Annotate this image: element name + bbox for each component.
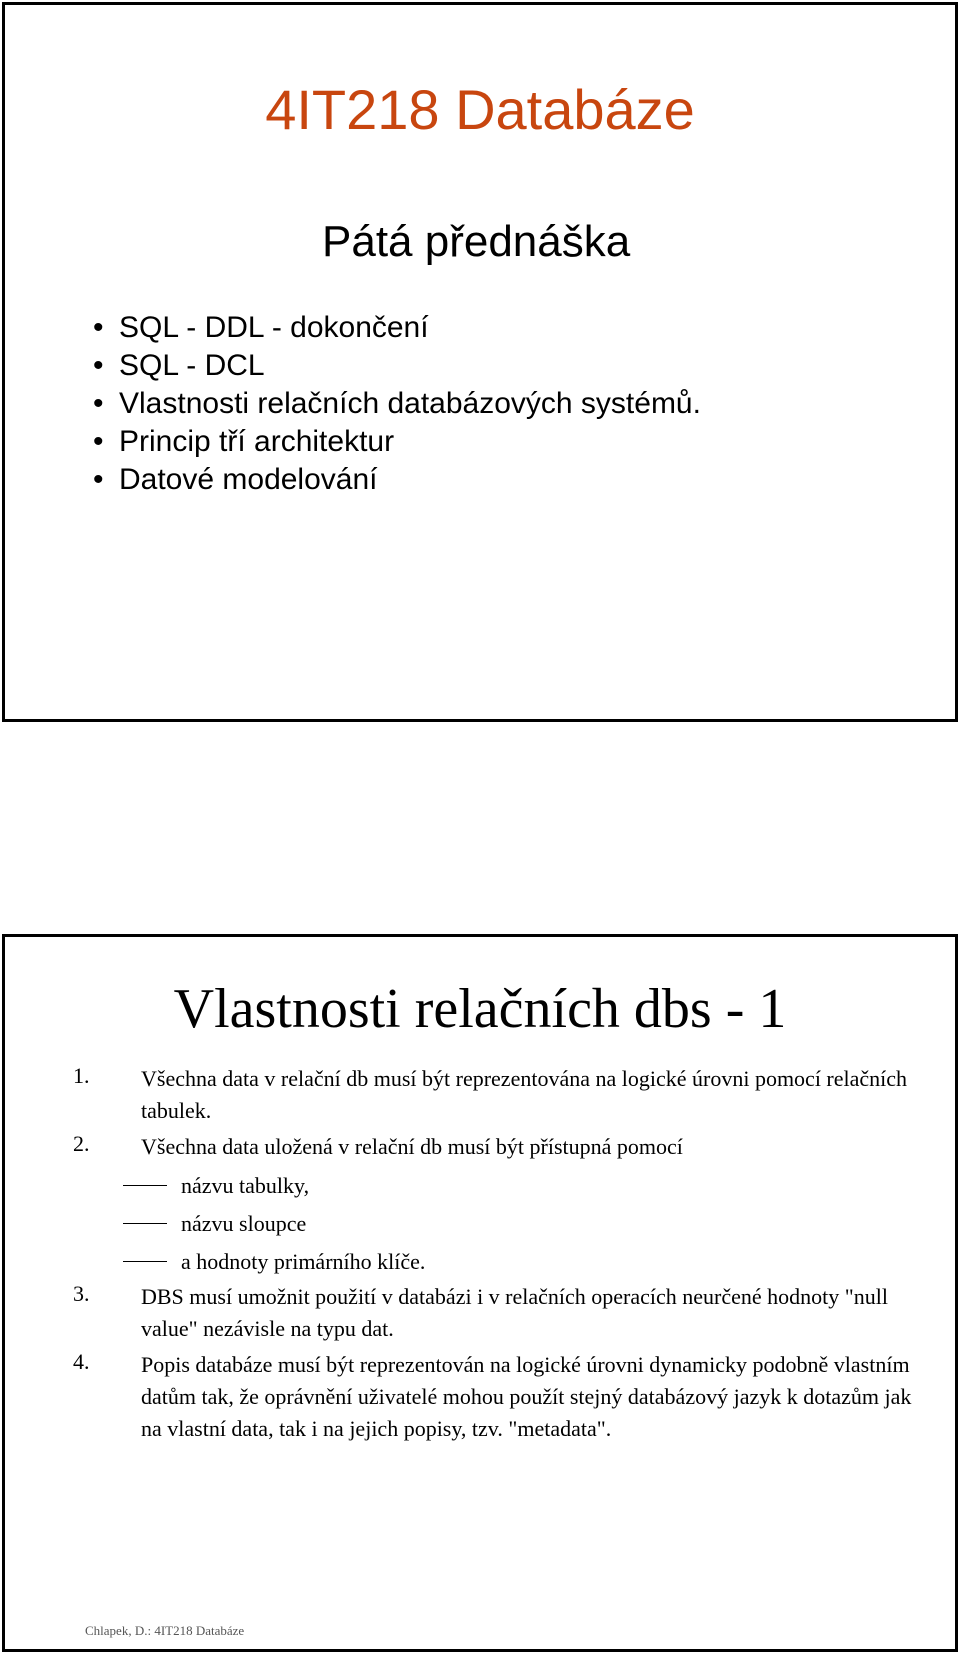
item-text: Všechna data v relační db musí být reprezentována na logické úrovni pomocí relačních tabulek. [141,1066,908,1123]
slide-2 [2,934,958,1652]
numbered-list [73,1063,933,1449]
item-text: Popis databáze musí být reprezentován na logické úrovni dynamicky podobně vlastním datům tak, že oprávnění uživatelé mohou použít stejný databázový jazyk k dotazům jak na vlastní data, tak i na jejich popisy, tzv. "metadata". [141,1352,912,1441]
bullet-item [93,309,701,347]
list-item [73,1131,933,1163]
bullet-icon: • [93,311,104,344]
item-number: 1. [73,1063,90,1088]
list-item [73,1281,933,1345]
sub-item [73,1167,933,1205]
slide-title: 4IT218 Databáze [265,78,695,141]
slide-title: Vlastnosti relačních dbs - 1 [173,978,787,1040]
bullet-text: Vlastnosti relačních databázových systémů. [119,387,701,420]
dash-icon [123,1185,167,1186]
sub-item [73,1243,933,1281]
bullet-item [93,423,701,461]
dash-icon [123,1223,167,1224]
bullet-item [93,347,701,385]
sub-item-text: názvu tabulky, [181,1173,310,1198]
bullet-icon: • [93,463,104,496]
bullet-text: SQL - DCL [119,349,265,382]
list-item [73,1063,933,1127]
bullet-item [93,385,701,423]
bullet-icon: • [93,425,104,458]
dash-icon [123,1261,167,1262]
item-text: Všechna data uložená v relační db musí být přístupná pomocí [141,1134,683,1159]
slide-subtitle: Pátá přednáška [322,217,631,266]
item-text: DBS musí umožnit použití v databázi i v relačních operacích neurčené hodnoty "null value" nezávisle na typu dat. [141,1284,888,1341]
bullet-icon: • [93,349,104,382]
slide-footer: Chlapek, D.: 4IT218 Databáze [85,1623,245,1638]
list-item [73,1349,933,1445]
bullet-text: SQL - DDL - dokončení [119,311,429,344]
item-number: 3. [73,1281,90,1306]
bullet-item [93,461,701,499]
bullet-list [93,309,701,499]
bullet-icon: • [93,387,104,420]
item-number: 4. [73,1349,90,1374]
slide-1 [2,2,958,722]
bullet-text: Datové modelování [119,463,378,496]
bullet-text: Princip tří architektur [119,425,395,458]
sub-item-text: a hodnoty primárního klíče. [181,1249,426,1274]
sub-item-text: názvu sloupce [181,1211,307,1236]
sub-item [73,1205,933,1243]
item-number: 2. [73,1131,90,1156]
